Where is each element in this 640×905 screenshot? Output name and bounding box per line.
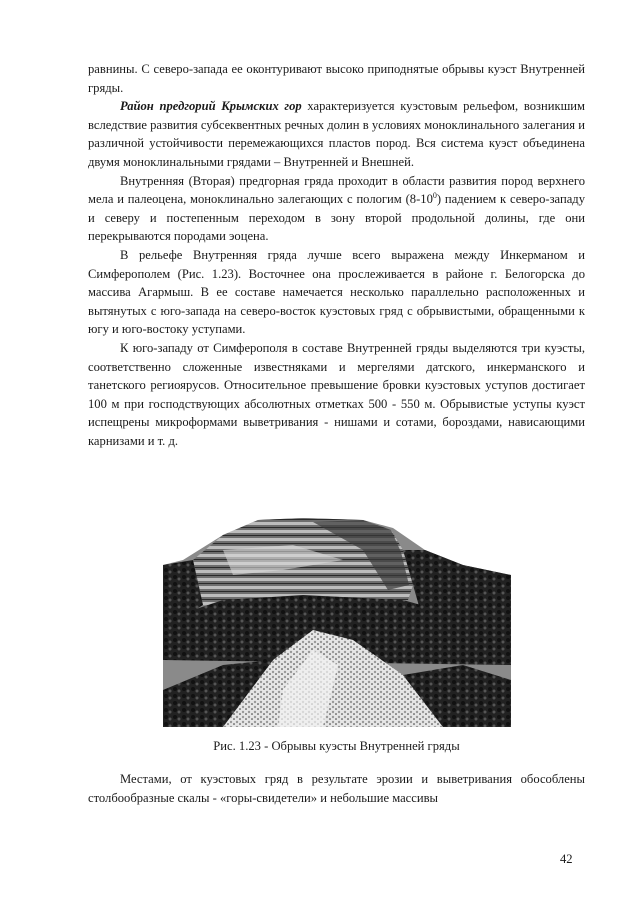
paragraph-remnants: Местами, от куэстовых гряд в результате эрозии и выветривания обособлены столбообразные скалы - «горы-свидетели» и небольшие массивы [88, 772, 585, 805]
paragraph-foothills [88, 97, 585, 171]
cuesta-cliff-photo [163, 490, 511, 727]
paragraph-inner-ridge [88, 172, 585, 246]
paragraph-inner-ridge-text-a: Внутренняя (Вторая) предгорная гряда проходит в области развития пород верхнего мела и палеоцена, моноклинально залегающих с пологим (8-10 [88, 173, 585, 207]
body-text [88, 60, 585, 450]
figure-photo [163, 490, 511, 727]
body-text-after-figure [88, 770, 585, 808]
page-number: 42 [560, 852, 573, 866]
paragraph-inner-ridge-text-b: ) падением к северо-западу и северу и постепенным переходом в зону второй продольной долины, где они перекрываются породами эоцена. [88, 192, 586, 244]
paragraph-continuation: равнины. С северо-запада ее оконтуривают высоко приподнятые обрывы куэст Внутренней гряды. [88, 62, 585, 95]
paragraph-foothills-text: характеризуется куэстовым рельефом, возникшим вследствие развития субсеквентных речных долин в условиях моноклинального залегания и различной устойчивости перемежающихся пластов пород. Вся система куэст объединена двумя моноклинальными грядами – Внутренней и Внешней. [88, 99, 585, 169]
degree-superscript: 0 [432, 190, 437, 200]
region-title: Район предгорий Крымских гор [120, 99, 302, 114]
paragraph-cuestas: К юго-западу от Симферополя в составе Внутренней гряды выделяются три куэсты, соответственно сложенные известняками и мергелями датского, инкерманского и танетского региоярусов. Относительное превышение бровки куэстовых уступов достигает 100 м при господствующих абсолютных отметках 500 - 550 м. Обрывистые уступы куэст испещрены микроформами выветривания - нишами и сотами, бороздами, нависающими карнизами и т. д. [88, 340, 585, 448]
paragraph-relief: В рельефе Внутренняя гряда лучше всего выражена между Инкерманом и Симферополем (Рис. 1.23). Восточнее она прослеживается в районе г. Белогорска до массива Агармыш. В ее составе намечается несколько параллельно расположенных и вытянутых с юго-запада на северо-восток куэстовых гряд с обрывистыми, обращенными к югу и юго-востоку уступами. [88, 247, 585, 337]
figure-caption: Рис. 1.23 - Обрывы куэсты Внутренней гряды [213, 739, 460, 753]
